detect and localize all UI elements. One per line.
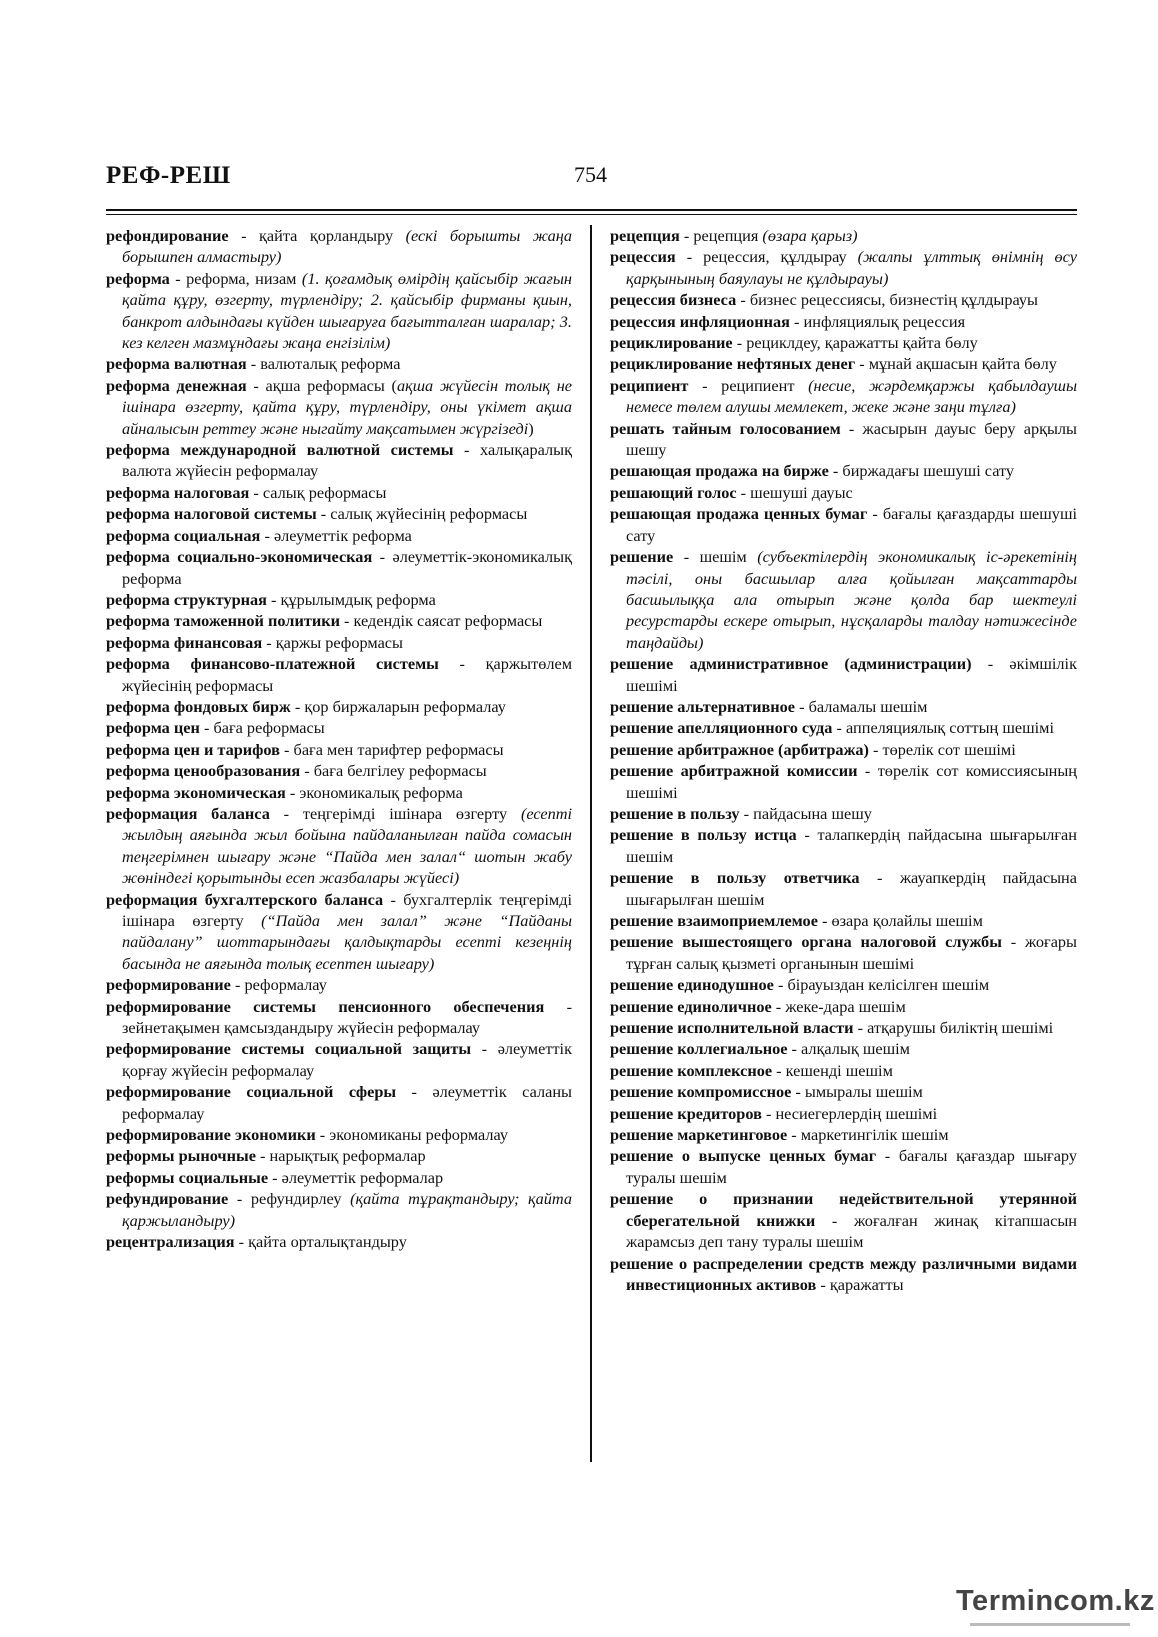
page-header bbox=[106, 158, 1077, 210]
entry-term: решение взаимоприемлемое bbox=[610, 911, 818, 930]
entry-translation: рефундирлеу bbox=[250, 1189, 342, 1209]
entry-translation: рециклдеу, қаражатты қайта бөлу bbox=[746, 333, 978, 353]
dictionary-entry bbox=[106, 503, 572, 524]
entry-translation: әлеуметтік реформалар bbox=[281, 1167, 444, 1187]
dictionary-entry bbox=[106, 1038, 572, 1081]
dictionary-entry bbox=[610, 867, 1077, 910]
entry-translation: бағалы қағаздарды шешуші сату bbox=[626, 504, 1078, 545]
dictionary-entry bbox=[610, 418, 1077, 461]
entry-term: решать тайным голосованием bbox=[610, 418, 841, 438]
dictionary-entry bbox=[610, 1124, 1077, 1145]
entry-separator: - bbox=[853, 1018, 868, 1038]
dictionary-entry bbox=[106, 353, 572, 374]
entry-translation: төрелік сот комиссиясының шешімі bbox=[626, 761, 1078, 802]
dictionary-entry bbox=[610, 996, 1077, 1017]
entry-translation: шешім bbox=[699, 547, 747, 567]
entry-separator: - bbox=[732, 333, 747, 353]
dictionary-entry bbox=[610, 1145, 1077, 1188]
entry-translation: қаражатты bbox=[829, 1274, 904, 1294]
dictionary-entry bbox=[610, 246, 1077, 289]
entry-separator: - bbox=[383, 889, 404, 909]
dictionary-entry bbox=[106, 610, 572, 631]
entry-term: рецессия инфляционная bbox=[610, 311, 790, 331]
dictionary-entry bbox=[610, 760, 1077, 803]
entry-separator: - bbox=[262, 632, 276, 652]
dictionary-entry bbox=[106, 717, 572, 738]
entry-separator: - bbox=[260, 525, 274, 545]
right-column bbox=[610, 225, 1077, 1295]
entry-separator: - bbox=[269, 803, 303, 823]
entry-separator: - bbox=[761, 1103, 776, 1123]
entry-note: (субъектілердің экономикалық іс-әрекетінің тәсілі, оны басшылар алға қойылған мақсаттарды басшылыққа ала отырып және қолда бар шектеулі ресурстарды ескере отырып, нұсқаларды талдау нәтижесінде таңдайды) bbox=[626, 547, 1077, 652]
entry-term: реформа bbox=[106, 268, 170, 288]
entry-translation: жасырын дауыс беру арқылы шешу bbox=[626, 418, 1077, 460]
entry-term: решение в пользу bbox=[610, 803, 740, 823]
entry-translation: теңгерімді ішінара өзгерту bbox=[302, 803, 508, 823]
dictionary-entry bbox=[106, 1167, 572, 1188]
entry-translation: шешуші дауыс bbox=[750, 482, 853, 502]
entry-term: решение единодушное bbox=[610, 975, 774, 995]
page-number: 754 bbox=[574, 162, 607, 187]
dictionary-entry bbox=[610, 824, 1077, 867]
entry-translation: жоғалған жинақ кітапшасын жарамсыз деп тану туралы шешім bbox=[626, 1210, 1077, 1252]
dictionary-entry bbox=[106, 268, 572, 354]
entry-separator: - bbox=[832, 718, 846, 738]
dictionary-entry bbox=[610, 1060, 1077, 1081]
entry-separator: - bbox=[971, 654, 1010, 674]
entry-translation: бухгалтерлік теңгерімді ішінара өзгерту bbox=[122, 889, 572, 930]
entry-term: реформы рыночные bbox=[106, 1146, 256, 1166]
entry-note: (қайта тұрақтандыру; қайта қаржыландыру) bbox=[122, 1189, 572, 1230]
entry-translation: инфляциялық рецессия bbox=[803, 311, 966, 331]
entry-term: реформы социальные bbox=[106, 1167, 269, 1187]
dictionary-entry bbox=[106, 525, 572, 546]
entry-note: (есепті жылдың аяғында жыл бойына пайдаланылған пайда сомасын теңгерімнен шығару және “Пайда мен залал“ шотын жабу жөніндегі қорытынды есеп жазбалары жүйесі) bbox=[122, 803, 573, 888]
entry-translation: бизнес рецессиясы, бизнестің құлдырауы bbox=[749, 290, 1038, 310]
left-column bbox=[106, 225, 572, 1253]
entry-term: решение вышестоящего органа налоговой службы bbox=[610, 932, 1002, 952]
dictionary-entry bbox=[610, 1103, 1077, 1124]
entry-separator: - bbox=[787, 1039, 802, 1059]
entry-translation: ымыралы шешім bbox=[804, 1082, 923, 1102]
entry-term: рефондирование bbox=[106, 226, 229, 245]
entry-separator: - bbox=[396, 1082, 433, 1102]
entry-translation: өзара қолайлы шешім bbox=[831, 911, 983, 930]
column-divider bbox=[590, 225, 592, 1462]
entry-translation: аппеляциялық соттың шешімі bbox=[846, 718, 1054, 738]
entry-term: рецентрализация bbox=[106, 1232, 235, 1252]
entry-term: реформа международной валютной системы bbox=[106, 440, 454, 460]
entry-separator: - bbox=[855, 354, 869, 374]
entry-term: реформация бухгалтерского баланса bbox=[106, 889, 384, 909]
entry-translation: әкімшілік шешімі bbox=[626, 654, 1077, 695]
entry-separator: - bbox=[736, 482, 751, 502]
entry-separator: - bbox=[868, 739, 883, 759]
entry-translation: баға мен тарифтер реформасы bbox=[293, 739, 504, 759]
entry-translation: жеке-дара шешім bbox=[785, 996, 906, 1016]
entry-term: реформа ценообразования bbox=[106, 761, 301, 781]
dictionary-entry bbox=[610, 1188, 1077, 1252]
entry-separator: - bbox=[228, 1189, 251, 1209]
entry-translation: бірауыздан келісілген шешім bbox=[787, 975, 990, 995]
entry-tail: ) bbox=[528, 418, 534, 438]
entry-translation: қаржы реформасы bbox=[275, 632, 403, 652]
entry-term: рецепция bbox=[610, 226, 680, 245]
entry-translation: баға белгілеу реформасы bbox=[313, 761, 487, 781]
entry-separator: - bbox=[736, 290, 750, 310]
entry-separator: - bbox=[789, 311, 804, 331]
entry-term: реформа финансовая bbox=[106, 632, 263, 652]
dictionary-entry bbox=[610, 739, 1077, 760]
entry-note: (несие, жәрдемқаржы қабылдаушы немесе төлем алушы мемлекет, жеке және заңи тұлға) bbox=[626, 375, 1078, 417]
dictionary-entry bbox=[610, 460, 1077, 481]
entry-term: решение единоличное bbox=[610, 996, 772, 1016]
entry-separator: - bbox=[279, 739, 294, 759]
entry-term: реформирование социальной сферы bbox=[106, 1082, 397, 1102]
entry-term: решение арбитражное (арбитража) bbox=[610, 739, 869, 759]
entry-term: реформа структурная bbox=[106, 589, 267, 609]
entry-term: реформа социальная bbox=[106, 525, 261, 545]
entry-term: рецессия bbox=[610, 247, 676, 267]
entry-translation: әлеуметтік қорғау жүйесін реформалау bbox=[122, 1039, 572, 1080]
entry-term: решение административное (администрации) bbox=[610, 654, 972, 674]
entry-separator: - bbox=[169, 268, 187, 288]
dictionary-entry bbox=[106, 439, 572, 482]
entry-term: реформа налоговая bbox=[106, 482, 250, 502]
entry-translation: зейнетақымен қамсыздандыру жүйесін реформалау bbox=[122, 1018, 480, 1038]
entry-separator: - bbox=[228, 226, 259, 245]
entry-note: ақша жүйесін толық не ішінара өзгерту, қайта құру, түрлендіру, оны үкімет ақша айналысын реттеу және ныгайту мақсатымен жүргізеді bbox=[122, 375, 573, 438]
entry-term: решение в пользу ответчика bbox=[610, 868, 860, 888]
entry-translation: әлеуметтік саланы реформалау bbox=[122, 1082, 572, 1123]
logo-underline bbox=[970, 1623, 1130, 1626]
entry-separator: - bbox=[230, 975, 245, 995]
entry-translation: жауапкердің пайдасына шығарылған шешім bbox=[626, 868, 1077, 909]
entry-term: рефундирование bbox=[106, 1189, 229, 1209]
entry-term: реформа таможенной политики bbox=[106, 611, 340, 631]
entry-translation: алқалық шешім bbox=[801, 1039, 910, 1059]
entry-translation: мұнай ақшасын қайта бөлу bbox=[868, 354, 1057, 374]
entry-separator: - bbox=[840, 418, 863, 438]
entry-term: реформа социально-экономическая bbox=[106, 547, 373, 567]
entry-translation: кешенді шешім bbox=[785, 1060, 893, 1080]
entry-translation: ақша реформасы ( bbox=[265, 375, 397, 395]
entry-translation: баламалы шешім bbox=[808, 696, 928, 716]
entry-note: (жалпы ұлттық өнімнің өсу қарқынының баяулауы не құлдырауы) bbox=[626, 247, 1077, 288]
dictionary-entry bbox=[106, 996, 572, 1039]
entry-translation: валюталық реформа bbox=[260, 354, 401, 374]
header-rule-thin bbox=[106, 214, 1077, 215]
entry-note: (ескі борышты жаңа борышпен алмастыру) bbox=[122, 226, 572, 267]
entry-translation: қайта қорландыру bbox=[258, 226, 394, 245]
entry-translation: реципиент bbox=[721, 375, 795, 395]
entry-separator: - bbox=[796, 825, 818, 845]
entry-separator: - bbox=[300, 761, 314, 781]
entry-term: решение о выпуске ценных бумаг bbox=[610, 1146, 877, 1166]
entry-separator: - bbox=[859, 868, 900, 888]
entry-separator: - bbox=[199, 718, 214, 738]
dictionary-entry bbox=[106, 1231, 572, 1252]
entry-separator: - bbox=[315, 1125, 330, 1145]
entry-separator: - bbox=[316, 504, 331, 524]
entry-separator: - bbox=[249, 482, 263, 502]
entry-translation: атқарушы биліктің шешімі bbox=[867, 1018, 1054, 1038]
entry-term: рецессия бизнеса bbox=[610, 290, 737, 310]
dictionary-entry bbox=[610, 332, 1077, 353]
entry-note: (өзара қарыз) bbox=[762, 226, 858, 245]
dictionary-entry bbox=[610, 931, 1077, 974]
entry-term: реформирование bbox=[106, 975, 231, 995]
entry-separator: - bbox=[1001, 932, 1026, 952]
entry-translation: әлеуметтік-экономикалық реформа bbox=[122, 547, 572, 588]
entry-translation: кедендік саясат реформасы bbox=[353, 611, 543, 631]
entry-separator: - bbox=[675, 247, 704, 267]
dictionary-entry bbox=[106, 225, 572, 268]
dictionary-entry bbox=[106, 1081, 572, 1124]
entry-term: решение bbox=[610, 547, 674, 567]
entry-separator: - bbox=[876, 1146, 899, 1166]
entry-separator: - bbox=[857, 761, 878, 781]
entry-separator: - bbox=[679, 226, 694, 245]
running-head: РЕФ-РЕШ bbox=[106, 162, 231, 189]
entry-translation: реформа, низам bbox=[186, 268, 297, 288]
entry-term: реформация баланса bbox=[106, 803, 270, 823]
entry-term: реформирование экономики bbox=[106, 1125, 316, 1145]
entry-translation: несиегерлердің шешімі bbox=[775, 1103, 938, 1123]
entry-separator: - bbox=[255, 1146, 270, 1166]
entry-separator: - bbox=[372, 547, 393, 567]
entry-term: реформа экономическая bbox=[106, 782, 286, 802]
entry-separator: - bbox=[471, 1039, 498, 1059]
entry-separator: - bbox=[453, 440, 481, 460]
entry-separator: - bbox=[817, 911, 832, 930]
entry-separator: - bbox=[290, 696, 305, 716]
entry-separator: - bbox=[791, 1082, 805, 1102]
entry-term: реформирование системы социальной защиты bbox=[106, 1039, 472, 1059]
entry-separator: - bbox=[816, 1274, 830, 1294]
dictionary-entry bbox=[610, 696, 1077, 717]
entry-term: решение компромиссное bbox=[610, 1082, 792, 1102]
entry-translation: нарықтық реформалар bbox=[269, 1146, 426, 1166]
dictionary-entry bbox=[610, 910, 1077, 931]
entry-separator: - bbox=[688, 375, 722, 395]
entry-separator: - bbox=[787, 1125, 801, 1145]
dictionary-entry bbox=[610, 717, 1077, 738]
logo-text: Termincom.kz bbox=[956, 1585, 1155, 1617]
dictionary-entry bbox=[106, 782, 572, 803]
entry-term: решение арбитражной комиссии bbox=[610, 761, 858, 781]
dictionary-entry bbox=[610, 311, 1077, 332]
dictionary-entry bbox=[610, 289, 1077, 310]
dictionary-entry bbox=[610, 546, 1077, 653]
entry-separator: - bbox=[544, 996, 572, 1016]
entry-separator: - bbox=[815, 1210, 854, 1230]
dictionary-entry bbox=[106, 974, 572, 995]
header-rule bbox=[106, 209, 1077, 211]
dictionary-entry bbox=[610, 803, 1077, 824]
entry-term: решение исполнительной власти bbox=[610, 1018, 854, 1038]
entry-translation: реформалау bbox=[244, 975, 327, 995]
dictionary-entry bbox=[610, 974, 1077, 995]
entry-separator: - bbox=[266, 589, 281, 609]
entry-translation: бағалы қағаздар шығару туралы шешім bbox=[626, 1146, 1077, 1187]
entry-translation: құрылымдық реформа bbox=[280, 589, 436, 609]
entry-separator: - bbox=[673, 547, 700, 567]
entry-translation: халықаралық валюта жүйесін реформалау bbox=[122, 440, 572, 481]
entry-note: (“Пайда мен залал” және “Пайданы пайдалану” шоттарындағы қалдықтарды есепті кезеңнің басында не аяғында толық есептен шығару) bbox=[122, 911, 572, 973]
dictionary-entry bbox=[610, 1081, 1077, 1102]
entry-term: решение апелляционного суда bbox=[610, 718, 833, 738]
entry-term: реципиент bbox=[610, 375, 689, 395]
entry-term: реформа денежная bbox=[106, 375, 247, 395]
entry-term: решение комплексное bbox=[610, 1060, 773, 1080]
entry-translation: қаржытөлем жүйесінің реформасы bbox=[122, 654, 573, 695]
entry-separator: - bbox=[773, 975, 788, 995]
entry-translation: салық реформасы bbox=[262, 482, 387, 502]
dictionary-entry bbox=[610, 1038, 1077, 1059]
entry-term: реформа финансово-платежной системы bbox=[106, 654, 439, 674]
dictionary-entry bbox=[610, 1017, 1077, 1038]
entry-translation: баға реформасы bbox=[213, 718, 325, 738]
entry-term: решение о распределении средств между различными видами инвестиционных активов bbox=[610, 1253, 1077, 1294]
dictionary-entry bbox=[106, 589, 572, 610]
entry-translation: салық жүйесінің реформасы bbox=[330, 504, 528, 524]
entry-term: решение альтернативное bbox=[610, 696, 796, 716]
dictionary-entry bbox=[106, 482, 572, 503]
entry-separator: - bbox=[867, 504, 883, 524]
dictionary-entry bbox=[610, 1253, 1077, 1296]
entry-translation: экономикалық реформа bbox=[299, 782, 463, 802]
entry-term: решение коллегиальное bbox=[610, 1039, 788, 1059]
dictionary-entry bbox=[106, 632, 572, 653]
dictionary-entry bbox=[610, 503, 1077, 546]
dictionary-entry bbox=[610, 353, 1077, 374]
entry-separator: - bbox=[285, 782, 300, 802]
entry-translation: қор биржаларын реформалау bbox=[304, 696, 506, 716]
dictionary-entry bbox=[106, 760, 572, 781]
entry-term: реформа цен и тарифов bbox=[106, 739, 280, 759]
entry-separator: - bbox=[828, 461, 843, 481]
entry-translation: маркетингілік шешім bbox=[800, 1125, 949, 1145]
entry-translation: төрелік сот шешімі bbox=[882, 739, 1016, 759]
entry-term: решающая продажа ценных бумаг bbox=[610, 504, 868, 524]
entry-translation: қайта орталықтандыру bbox=[248, 1232, 407, 1252]
entry-separator: - bbox=[234, 1232, 249, 1252]
dictionary-entry bbox=[610, 482, 1077, 503]
entry-term: решающая продажа на бирже bbox=[610, 461, 829, 481]
entry-term: решение кредиторов bbox=[610, 1103, 762, 1123]
dictionary-entry bbox=[106, 1145, 572, 1166]
entry-translation: экономиканы реформалау bbox=[329, 1125, 509, 1145]
entry-term: решающий голос bbox=[610, 482, 737, 502]
entry-term: решение о признании недействительной утерянной сберегательной книжки bbox=[610, 1189, 1077, 1230]
dictionary-entry bbox=[106, 696, 572, 717]
entry-translation: рецессия, құлдырау bbox=[703, 247, 847, 267]
entry-term: реформа валютная bbox=[106, 354, 247, 374]
entry-separator: - bbox=[771, 996, 786, 1016]
dictionary-entry bbox=[106, 889, 572, 975]
entry-translation: талапкердің пайдасына шығарылған шешім bbox=[626, 825, 1077, 866]
entry-note: (1. қоғамдық өмірдің қайсыбір жағын қайта құру, өзгерту, түрлендіру; 2. қайсыбір фирманы қиын, банкрот алдындағы күйден шығаруға бағытталған шаралар; 3. кез келген мазмұндағы жаңа енгізілім) bbox=[122, 268, 573, 353]
entry-translation: рецепция bbox=[693, 226, 759, 245]
entry-separator: - bbox=[772, 1060, 786, 1080]
dictionary-entry bbox=[610, 653, 1077, 696]
entry-term: реформа фондовых бирж bbox=[106, 696, 291, 716]
entry-separator: - bbox=[268, 1167, 282, 1187]
entry-separator: - bbox=[795, 696, 809, 716]
dictionary-entry bbox=[106, 653, 572, 696]
entry-separator: - bbox=[246, 354, 261, 374]
entry-separator: - bbox=[739, 803, 754, 823]
dictionary-entry bbox=[106, 546, 572, 589]
site-logo bbox=[940, 1583, 1155, 1627]
dictionary-entry bbox=[106, 375, 572, 439]
entry-separator: - bbox=[438, 654, 486, 674]
entry-term: реформа цен bbox=[106, 718, 200, 738]
entry-translation: пайдасына шешу bbox=[753, 803, 872, 823]
dictionary-entry bbox=[610, 375, 1077, 418]
entry-translation: биржадағы шешуші сату bbox=[842, 461, 1015, 481]
entry-separator: - bbox=[339, 611, 354, 631]
entry-term: рециклирование нефтяных денег bbox=[610, 354, 856, 374]
entry-term: решение в пользу истца bbox=[610, 825, 797, 845]
dictionary-entry bbox=[106, 739, 572, 760]
entry-translation: жоғары тұрған салық қызметі органынын шешімі bbox=[626, 932, 1077, 973]
dictionary-entry bbox=[106, 1188, 572, 1231]
entry-term: рециклирование bbox=[610, 333, 733, 353]
dictionary-entry bbox=[106, 1124, 572, 1145]
entry-term: реформирование системы пенсионного обеспечения bbox=[106, 996, 545, 1016]
entry-separator: - bbox=[246, 375, 266, 395]
dictionary-entry bbox=[106, 803, 572, 889]
entry-term: реформа налоговой системы bbox=[106, 504, 317, 524]
dictionary-entry bbox=[610, 225, 1077, 246]
entry-term: решение маркетинговое bbox=[610, 1125, 788, 1145]
entry-translation: әлеуметтік реформа bbox=[273, 525, 412, 545]
